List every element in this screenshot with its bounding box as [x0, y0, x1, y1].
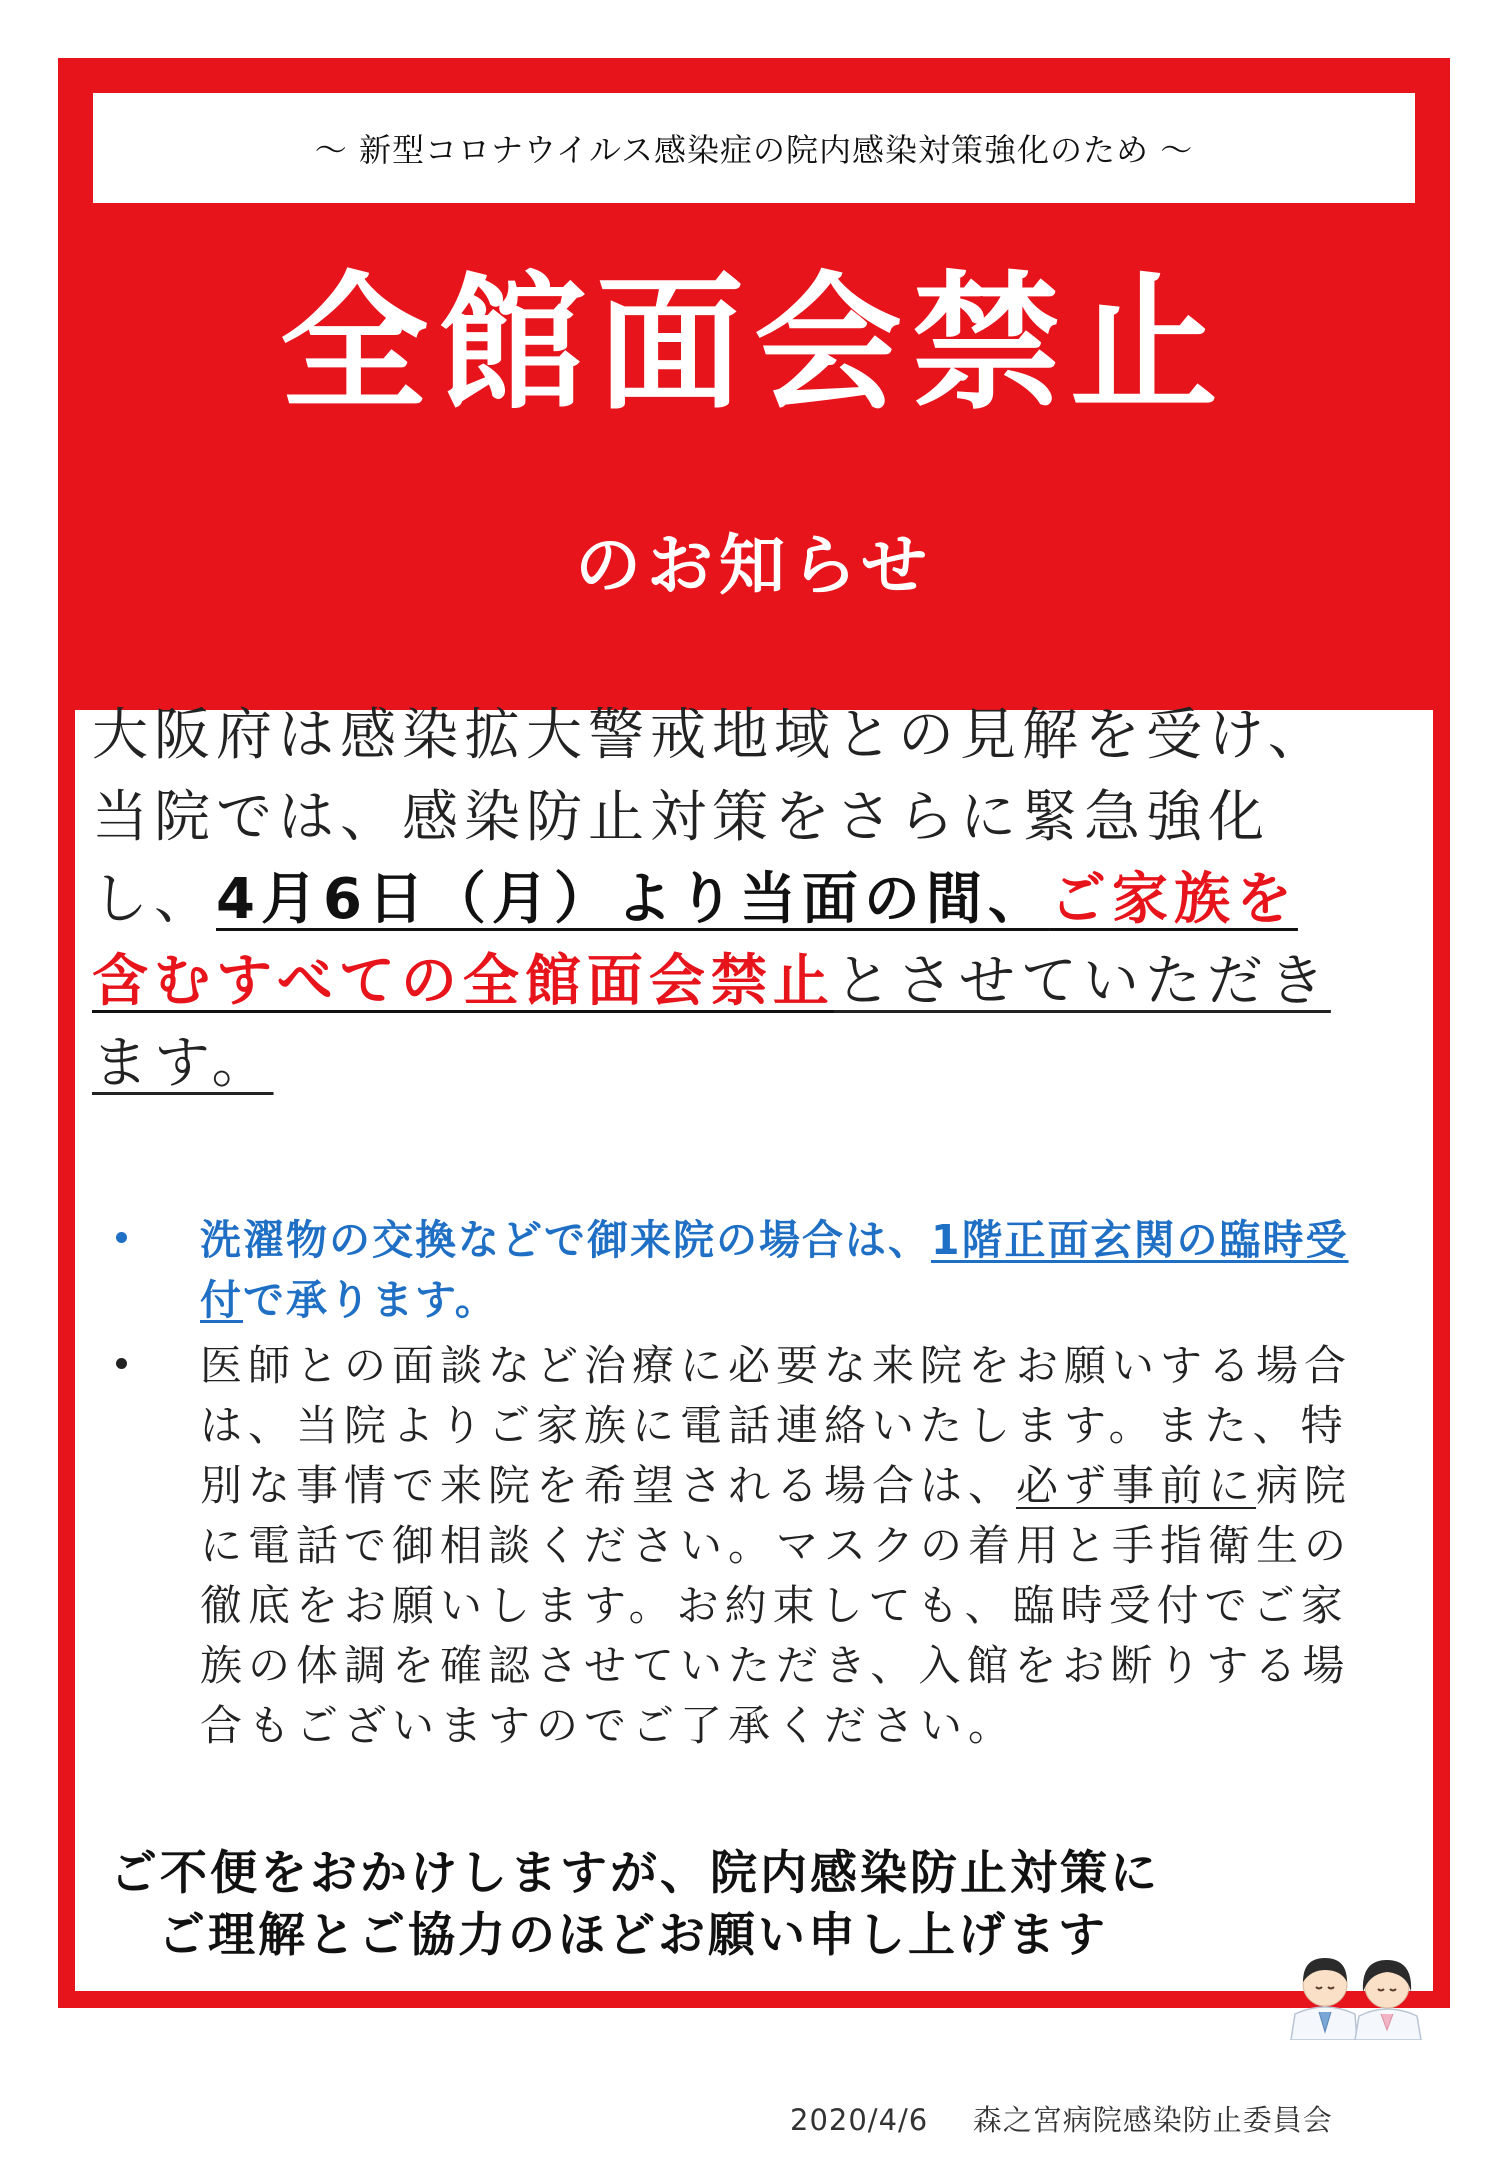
bullet-visit-text-1: 医師との面談など治療に必要な来院をお願いする場合は、当院よりご家族に電話連絡いたします。また、特別な事情で来院を希望される場合は、	[200, 1341, 1353, 1510]
main-title: 全館面会禁止	[280, 258, 1228, 430]
bullet-visit-underline: 必ず事前に	[1016, 1461, 1257, 1510]
bullet-laundry-text-2: で承ります。	[243, 1276, 498, 1324]
bullet-dot-icon	[116, 1358, 127, 1369]
bullet-visit	[80, 1336, 1390, 1756]
bullet-list	[80, 1210, 1390, 1762]
footer-org: 森之宮病院感染防止委員会	[972, 2103, 1333, 2137]
closing-line-2: ご理解とご協力のほどお願い申し上げます	[158, 1908, 1108, 1963]
subtitle-box	[93, 93, 1415, 203]
subtitle: ～ 新型コロナウイルス感染症の院内感染対策強化のため ～	[314, 131, 1194, 169]
sub-heading: のお知らせ	[574, 527, 934, 604]
date-phrase: 4月6日（月）より当面の間、	[216, 867, 1050, 932]
footer-date: 2020/4/6	[790, 2103, 929, 2137]
footer	[790, 2098, 1333, 2139]
bullet-laundry	[80, 1210, 1390, 1330]
body-paragraph	[92, 695, 1332, 1105]
header-band	[75, 75, 1433, 710]
ban-phrase: ご家族を含むすべての全館面会禁止	[92, 867, 1298, 1014]
bullet-dot-icon	[116, 1232, 127, 1243]
body-text-1: 大阪府は感染拡大警戒地域との見解を受け、当院では、感染防止対策をさらに緊急強化し、	[92, 703, 1330, 932]
closing-line-1: ご不便をおかけしますが、院内感染防止対策に	[110, 1846, 1160, 1901]
bullet-laundry-text-1: 洗濯物の交換などで御来院の場合は、	[200, 1216, 931, 1264]
bullet-laundry-location: 1階正面玄関の臨時受付	[200, 1216, 1349, 1324]
body-text-2: とさせていただきます。	[92, 949, 1331, 1096]
bullet-visit-text-2: 病院に電話で御相談ください。マスクの着用と手指衛生の徹底をお願いします。お約束しても、臨時受付でご家族の体調を確認させていただき、入館をお断りする場合もございますのでご了承ください。	[200, 1461, 1353, 1750]
closing-message	[110, 1843, 1160, 1967]
medical-staff-icon	[1285, 1940, 1425, 2040]
